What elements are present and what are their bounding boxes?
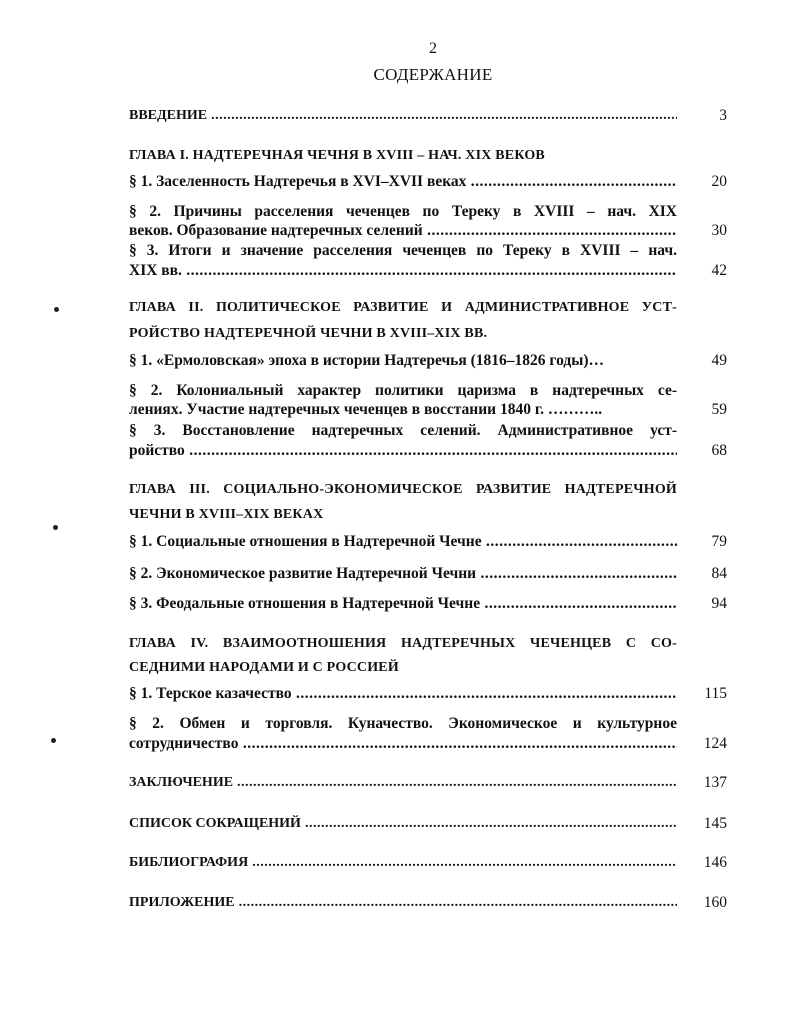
toc-entry-label: XIX вв. ..... bbox=[129, 261, 677, 281]
toc-entry-ch3-s3[interactable] bbox=[129, 594, 727, 614]
scan-speck bbox=[54, 307, 59, 312]
toc-entry-ch1-s2[interactable] bbox=[129, 221, 727, 241]
toc-entry-page: 160 bbox=[703, 894, 727, 911]
toc-entry-label: ВВЕДЕНИЕ ..... bbox=[129, 106, 677, 126]
toc-entry-ch3-s2[interactable] bbox=[129, 564, 727, 584]
toc-entry-label: ройство ..... bbox=[129, 441, 677, 461]
toc-entry-intro[interactable] bbox=[129, 106, 727, 126]
toc-entry-ch1-s3-line1: § 3. Итоги и значение расселения чеченцев по Тереку в XVIII – нач. bbox=[129, 242, 677, 259]
toc-entry-page: 49 bbox=[711, 352, 727, 369]
toc-entry-ch2-s2-line1: § 2. Колониальный характер политики царизма в надтеречных се- bbox=[129, 382, 677, 399]
toc-entry-ch3-s1[interactable] bbox=[129, 532, 727, 552]
scan-speck bbox=[51, 738, 56, 743]
toc-entry-label: веков. Образование надтеречных селений ..... bbox=[129, 221, 677, 241]
toc-entry-label: § 1. Заселенность Надтеречья в XVI–XVII веках ..... bbox=[129, 172, 677, 192]
toc-entry-page: 84 bbox=[711, 565, 727, 582]
toc-entry-label: сотрудничество ..... bbox=[129, 734, 677, 754]
toc-entry-ch2-s3-line1: § 3. Восстановление надтеречных селений. Административное уст- bbox=[129, 422, 677, 439]
toc-entry-page: 94 bbox=[711, 595, 727, 612]
toc-entry-page: 30 bbox=[711, 222, 727, 239]
toc-entry-page: 42 bbox=[711, 262, 727, 279]
toc-entry-label: СПИСОК СОКРАЩЕНИЙ ..... bbox=[129, 814, 677, 834]
toc-entry-label: ЗАКЛЮЧЕНИЕ ..... bbox=[129, 773, 677, 793]
toc-entry-page: 79 bbox=[711, 533, 727, 550]
toc-entry-bibliography[interactable] bbox=[129, 853, 727, 873]
toc-entry-page: 3 bbox=[719, 107, 727, 124]
toc-entry-page: 145 bbox=[703, 815, 727, 832]
toc-entry-appendix[interactable] bbox=[129, 893, 727, 913]
toc-entry-page: 20 bbox=[711, 173, 727, 190]
toc-entry-page: 146 bbox=[703, 854, 727, 871]
toc-entry-label: ПРИЛОЖЕНИЕ ..... bbox=[129, 893, 677, 913]
toc-entry-ch4-s2-line1: § 2. Обмен и торговля. Куначество. Экономическое и культурное bbox=[129, 715, 677, 732]
toc-entry-label: § 1. Терское казачество ..... bbox=[129, 684, 677, 704]
chapter-1-heading: ГЛАВА I. НАДТЕРЕЧНАЯ ЧЕЧНЯ В XVIII – НАЧ. XIX ВЕКОВ bbox=[129, 148, 545, 163]
chapter-3-heading-line1: ГЛАВА III. СОЦИАЛЬНО-ЭКОНОМИЧЕСКОЕ РАЗВИТИЕ НАДТЕРЕЧНОЙ bbox=[129, 482, 677, 497]
toc-entry-label: § 2. Экономическое развитие Надтеречной Чечни ..... bbox=[129, 564, 677, 584]
toc-entry-conclusion[interactable] bbox=[129, 773, 727, 793]
toc-entry-label: лениях. Участие надтеречных чеченцев в восстании 1840 г. ……….. bbox=[129, 401, 603, 418]
toc-entry-ch4-s1[interactable] bbox=[129, 684, 727, 704]
toc-entry-label: § 1. Социальные отношения в Надтеречной Чечне ..... bbox=[129, 532, 677, 552]
toc-entry-ch1-s1[interactable] bbox=[129, 172, 727, 192]
toc-entry-page: 137 bbox=[703, 774, 727, 791]
toc-entry-page: 124 bbox=[703, 735, 727, 752]
toc-entry-ch2-s2[interactable] bbox=[129, 400, 727, 420]
page-number: 2 bbox=[429, 40, 437, 57]
toc-entry-page: 68 bbox=[711, 442, 727, 459]
chapter-2-heading-line1: ГЛАВА II. ПОЛИТИЧЕСКОЕ РАЗВИТИЕ И АДМИНИСТРАТИВНОЕ УСТ- bbox=[129, 300, 677, 315]
toc-entry-page: 59 bbox=[711, 401, 727, 418]
chapter-3-heading-line2: ЧЕЧНИ В XVIII–XIX ВЕКАХ bbox=[129, 507, 324, 522]
toc-entry-ch2-s1[interactable] bbox=[129, 351, 727, 371]
toc-entry-ch1-s3[interactable] bbox=[129, 261, 727, 281]
toc-entry-label: § 3. Феодальные отношения в Надтеречной Чечне ..... bbox=[129, 594, 677, 614]
page-title: СОДЕРЖАНИЕ bbox=[373, 65, 493, 84]
chapter-2-heading-line2: РОЙСТВО НАДТЕРЕЧНОЙ ЧЕЧНИ В XVIII–XIX ВВ. bbox=[129, 326, 488, 341]
toc-entry-ch4-s2[interactable] bbox=[129, 734, 727, 754]
scan-speck bbox=[53, 525, 58, 530]
toc-entry-ch1-s2-line1: § 2. Причины расселения чеченцев по Тереку в XVIII – нач. XIX bbox=[129, 203, 677, 220]
toc-entry-label: БИБЛИОГРАФИЯ ..... bbox=[129, 853, 677, 873]
toc-entry-label: § 1. «Ермоловская» эпоха в истории Надтеречья (1816–1826 годы)… bbox=[129, 352, 604, 369]
toc-entry-page: 115 bbox=[704, 685, 727, 702]
toc-entry-ch2-s3[interactable] bbox=[129, 441, 727, 461]
chapter-4-heading-line2: СЕДНИМИ НАРОДАМИ И С РОССИЕЙ bbox=[129, 660, 399, 675]
toc-entry-abbreviations[interactable] bbox=[129, 814, 727, 834]
chapter-4-heading-line1: ГЛАВА IV. ВЗАИМООТНОШЕНИЯ НАДТЕРЕЧНЫХ ЧЕЧЕНЦЕВ С СО- bbox=[129, 636, 677, 651]
